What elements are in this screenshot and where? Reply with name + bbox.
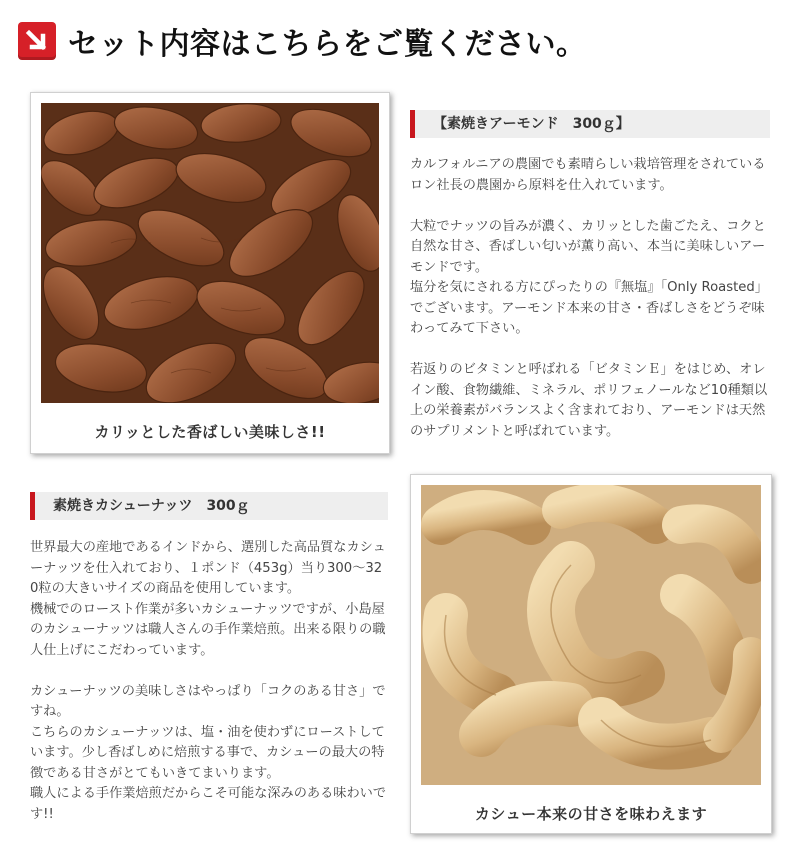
cashew-description: 世界最大の産地であるインドから、選別した高品質なカシューナッツを仕入れており、１ポンド（453g）当り300～320粒の大きいサイズの商品を使用しています。 機械でのロースト作業が多いカシューナッツですが、小島屋のカシューナッツは職人さんの手作業焙煎。出来る限りの職人仕上げにこだわっています。 カシューナッツの美味しさはやっぱり「コクのある甘さ」ですね。 こちらのカシューナッツは、塩・油を使わずにローストしています。少し香ばしめに焙煎する事で、カシューの最大の特徴である甘さがとてもいきてまいります。 職人による手作業焙煎だからこそ可能な深みのある味わいです!! — [30, 540, 387, 822]
arrow-down-right-icon — [18, 22, 56, 60]
almond-photo — [41, 103, 379, 403]
almond-caption: カリッとした香ばしい美味しさ!! — [94, 423, 326, 441]
almond-description: カルフォルニアの農園でも素晴らしい栽培管理をされているロン社長の農園から原料を仕入れています。 大粒でナッツの旨みが濃く、カリッとした歯ごたえ、コクと自然な甘さ、香ばしい匂いが薫り高い、本当に美味しいアーモンドです。 塩分を気にされる方にぴったりの『無塩』「Only Roasted」でございます。アーモンド本来の甘さ・香ばしさをどうぞ味わってみて下さい。 若返りのビタミンと呼ばれる「ビタミンＥ」をはじめ、オレイン酸、食物繊維、ミネラル、ポリフェノールなど10種類以上の栄養素がバランスよく含まれており、アーモンドは天然のサプリメントと呼ばれています。 — [410, 157, 768, 439]
cashew-caption: カシュー本来の甘さを味わえます — [474, 805, 708, 823]
page-title: セット内容はこちらをご覧ください。 — [68, 27, 587, 62]
cashew-photo — [421, 485, 761, 785]
almond-section-title: 【素焼きアーモンド 300ｇ】 — [410, 110, 770, 138]
section-header — [18, 18, 587, 64]
cashew-section-title: 素焼きカシューナッツ 300ｇ — [30, 492, 388, 520]
almond-photo-card — [30, 92, 390, 454]
cashew-photo-card — [410, 474, 772, 834]
